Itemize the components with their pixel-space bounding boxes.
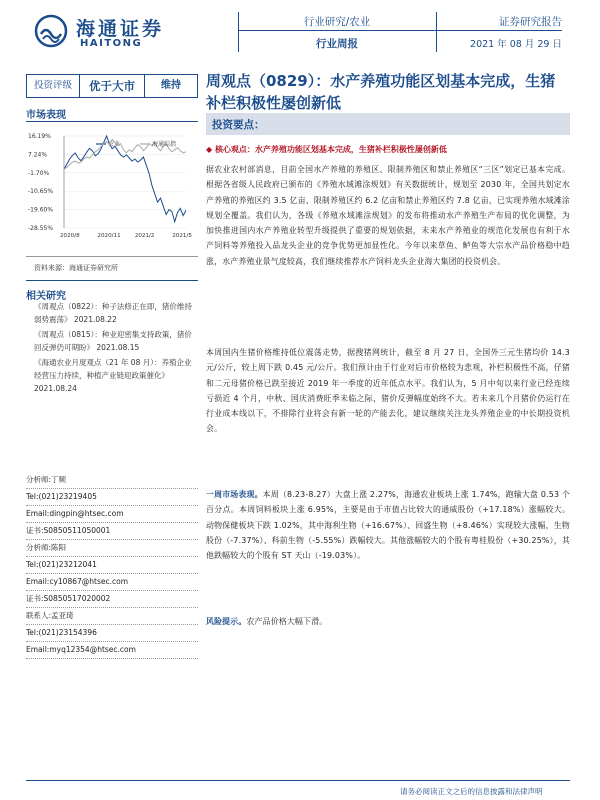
market-heading: 市场表现 [26, 110, 66, 121]
related-item-date: 2021.08.15 [96, 343, 140, 352]
logo-chinese-name: 海通证券 [76, 18, 165, 40]
analyst-email[interactable]: Email:cy10867@htsec.com [26, 577, 128, 586]
y-tick-label: 7.24% [28, 151, 48, 159]
core-view [206, 143, 570, 157]
investment-rating [26, 74, 198, 98]
analyst-name: 分析师:丁频 [26, 475, 67, 484]
rating-value: 优于大市 [80, 75, 145, 97]
y-tick-label: -19.60% [28, 206, 54, 214]
dotted-rule [26, 641, 198, 642]
report-category: 行业周报 [316, 38, 358, 50]
report-title: 周观点（0829）：水产养殖功能区划基本完成，生猪补栏积极性屡创新低 [206, 72, 556, 112]
risk-text: 农产品价格大幅下滑。 [246, 617, 328, 626]
analyst-name: 分析师:陈阳 [26, 543, 67, 552]
analyst-tel: Tel:(021)23212041 [26, 560, 97, 569]
paragraph-aquaculture: 据农业农村部消息，目前全国水产养殖的养殖区、限制养殖区和禁止养殖区“三区”划定已基本完成。根据各省级人民政府已颁布的《养殖水域滩涂规划》有关数据统计，规划至 2030 年，全国共划定水产养殖的养殖区约 3.5 亿亩、限制养殖区约 6.2 亿亩和禁止养殖区约 7.8 亿亩，已实现养殖水域滩涂规划全覆盖。我们认为，各级《养殖水域滩涂规划》的发布将推动水产养殖生产布局的优化调整，为加快推进国内水产养殖业转型升级提供了重要的规划依据，未来水产养殖业的规范化发展也有利于水产饲料等养殖投入品龙头企业的竞争优势更加显性化。今年以来草鱼、鲈鱼等大宗水产品价格稳中趋涨，水产养殖业景气度较高，我们继续推荐水产饲料龙头企业海大集团的投资机会。 [206, 165, 570, 266]
haitong-logo-icon [34, 14, 68, 48]
disclaimer-footer: 请务必阅读正文之后的信息披露和法律声明 [400, 787, 543, 796]
footer-rule [26, 780, 570, 781]
market-week-text: 本周（8.23-8.27）大盘上涨 2.27%，海通农业板块上涨 1.74%，跑输大盘 0.53 个百分点。本周饲料板块上涨 6.95%，主要是由于市值占比较大的通威股份（+17.18%）涨幅较大。动物保健板块下跌 1.02%，其中海利生物（+16.67%）、回盛生物（+8.46%）实现较大涨幅，生物股份（-7.37%）、科前生物（-5.55%）跌幅较大。其他涨幅较大的个股有粤桂股份（+30.25%），其他跌幅较大的个股有 ST 天山（-19.03%）。 [206, 490, 570, 561]
risk-label: 风险提示。 [206, 617, 247, 626]
x-tick-label: 2021/5 [172, 233, 192, 239]
dotted-rule [26, 658, 198, 659]
related-heading: 相关研究 [26, 291, 66, 302]
dotted-rule [26, 505, 198, 506]
x-tick-label: 2021/2 [134, 233, 155, 239]
logo-english-name: HAITONG [80, 38, 143, 49]
section-rule [26, 121, 198, 122]
related-item-date: 2021.08.24 [34, 384, 77, 393]
analyst-cert: 证书:S0850511050001 [26, 526, 111, 535]
dotted-rule [26, 556, 198, 557]
key-points-heading: 投资要点： [212, 119, 265, 131]
y-tick-label: -1.70% [28, 169, 50, 177]
industry-label: 行业研究/农业 [303, 16, 371, 28]
rating-trend: 维持 [161, 80, 181, 91]
analyst-cert: 证书:S0850517020002 [26, 594, 111, 603]
contact-tel: Tel:(021)23154396 [26, 628, 97, 637]
header-rule [238, 30, 562, 31]
rating-label: 投资评级 [27, 75, 80, 97]
analyst-tel: Tel:(021)23219405 [26, 492, 97, 501]
dotted-rule [26, 590, 198, 591]
contact-email[interactable]: Email:myq12354@htsec.com [26, 645, 136, 654]
header-divider [436, 12, 437, 52]
y-tick-label: 16.19% [28, 133, 51, 140]
paragraph-market [206, 487, 570, 563]
x-tick-label: 2020/11 [97, 233, 121, 239]
legend-label: 农业 [108, 141, 121, 148]
series-line-agriculture [64, 136, 186, 222]
report-date: 2021 年 08 月 29 日 [470, 39, 562, 50]
related-item[interactable] [34, 328, 194, 354]
report-type: 证券研究报告 [499, 16, 562, 28]
market-week-label: 一周市场表现。 [206, 490, 263, 499]
bullet-icon: ◆ [206, 145, 215, 154]
related-item[interactable] [34, 300, 194, 326]
chart-source: 资料来源：海通证券研究所 [34, 264, 118, 272]
legend-label: 海通综指 [152, 141, 177, 148]
related-item-title: 《周观点（0815）：种业迎密集支持政策，猪价回反弹仍可期盼》 [34, 330, 192, 352]
contact-name: 联系人:孟亚琦 [26, 611, 74, 620]
y-tick-label: -28.55% [28, 225, 54, 232]
related-list [34, 300, 194, 395]
paragraph-risk [206, 614, 570, 629]
x-tick-label: 2020/8 [60, 233, 80, 239]
section-rule [26, 280, 198, 281]
dotted-rule [26, 488, 198, 489]
related-item-date: 2021.08.22 [73, 315, 117, 324]
paragraph-hog-price: 本周国内生猪价格维持低位震荡走势，据搜猪网统计，截至 8 月 27 日，全国外三元生猪均价 14.3 元/公斤，较上周下跌 0.45 元/公斤。我们预计由于行业对后市价格较为悲观，补栏积极性不高，仔猪和二元母猪价格已跌至接近 2019 年一季度的近年低点水平。我们认为，5 月中旬以来行业已经连续亏损近 4 个月，中秋、国庆消费旺季未临之际，猪价反弹幅度始终不大。若未来几个月猪价仍运行在行业成本线以下，不排除行业将会有新一轮的产能去化，建议继续关注龙头养殖企业的中长期投资机会。 [206, 348, 570, 434]
dotted-rule [26, 522, 198, 523]
dotted-rule [26, 607, 198, 608]
related-item[interactable] [34, 356, 194, 395]
analyst-email[interactable]: Email:dingpin@htsec.com [26, 509, 124, 518]
dotted-rule [26, 539, 198, 540]
y-tick-label: -10.65% [28, 188, 54, 196]
core-view-text: 核心观点：水产养殖功能区划基本完成，生猪补栏积极性屡创新低 [214, 145, 447, 154]
dotted-rule [26, 573, 198, 574]
related-item-title: 《周观点（0822）：种子法修正在即，猪价维持弱势震荡》 [34, 302, 192, 324]
market-performance-chart [26, 130, 198, 240]
related-item-title: 《海通农业月度观点（21 年 08 月）：养殖企业经营压力持续，种植产业链迎政策催化》 [34, 358, 192, 380]
chart-rule [26, 256, 198, 257]
dotted-rule [26, 624, 198, 625]
